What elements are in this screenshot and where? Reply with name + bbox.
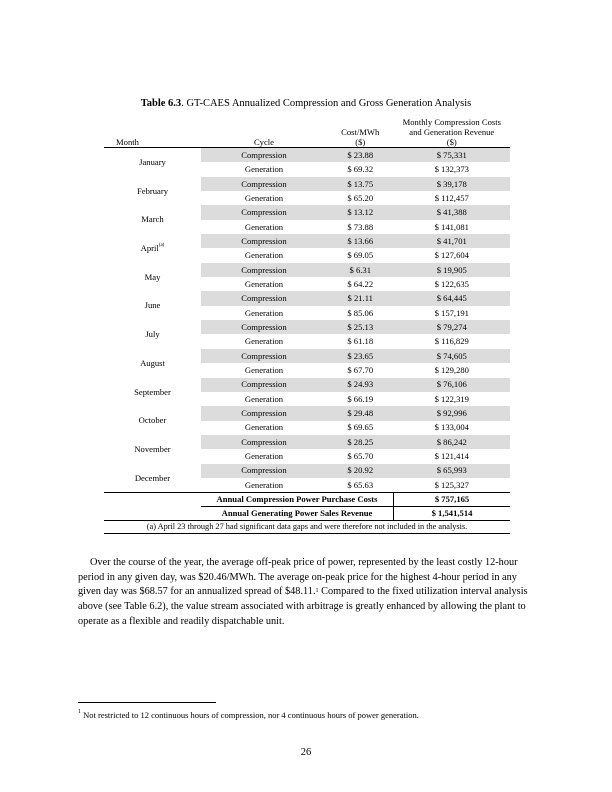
month-label: July bbox=[145, 329, 160, 340]
total-generation-row bbox=[104, 507, 510, 521]
value-cell: $ 122,319 bbox=[434, 393, 469, 404]
cost-cell: $ 28.25 bbox=[327, 435, 394, 449]
total-compression-value: $ 757,165 bbox=[394, 493, 510, 507]
cycle-cell: Generation bbox=[244, 422, 284, 433]
cost-cell: $ 69.65 bbox=[347, 422, 374, 433]
compression-generation-table bbox=[104, 115, 510, 534]
header-revenue-line1: Monthly Compression Costs bbox=[402, 117, 501, 128]
month-cell bbox=[104, 263, 201, 292]
cycle-cell: Generation bbox=[244, 221, 284, 232]
value-cell: $ 157,191 bbox=[434, 307, 469, 318]
cost-cell: $ 13.75 bbox=[327, 177, 394, 191]
month-label: September bbox=[134, 386, 171, 397]
total-generation-label: Annual Generating Power Sales Revenue bbox=[201, 507, 394, 521]
table-row bbox=[104, 205, 510, 219]
table-note-row bbox=[104, 521, 510, 534]
month-cell bbox=[104, 349, 201, 378]
table-row bbox=[104, 378, 510, 392]
table-row bbox=[104, 148, 510, 163]
month-cell bbox=[104, 205, 201, 234]
month-cell bbox=[104, 406, 201, 435]
footnote-divider bbox=[78, 702, 216, 703]
cycle-cell: Generation bbox=[244, 365, 284, 376]
page-number: 26 bbox=[300, 747, 312, 758]
total-generation-value: $ 1,541,514 bbox=[394, 507, 510, 521]
table-caption-label: Table 6.3 bbox=[140, 98, 182, 109]
footnote-ref: 1 bbox=[315, 588, 319, 595]
value-cell: $ 74,605 bbox=[394, 349, 510, 363]
cycle-cell: Compression bbox=[201, 205, 327, 219]
cost-cell: $ 23.88 bbox=[327, 148, 394, 163]
cost-cell: $ 66.19 bbox=[347, 393, 374, 404]
cost-cell: $ 85.06 bbox=[347, 307, 374, 318]
table-row bbox=[104, 320, 510, 334]
value-cell: $ 121,414 bbox=[434, 451, 469, 462]
header-revenue-line2: and Generation Revenue bbox=[409, 127, 495, 138]
month-label: February bbox=[136, 185, 168, 196]
cost-cell: $ 73.88 bbox=[347, 221, 374, 232]
cost-cell: $ 65.63 bbox=[347, 479, 374, 490]
cycle-cell: Compression bbox=[201, 148, 327, 163]
value-cell: $ 76,106 bbox=[394, 378, 510, 392]
cost-cell: $ 20.92 bbox=[327, 464, 394, 478]
cycle-cell: Compression bbox=[201, 349, 327, 363]
table-caption bbox=[0, 98, 612, 109]
value-cell: $ 64,445 bbox=[394, 291, 510, 305]
cycle-cell: Compression bbox=[201, 291, 327, 305]
value-cell: $ 125,327 bbox=[434, 479, 469, 490]
value-cell: $ 132,373 bbox=[434, 164, 469, 175]
cycle-cell: Generation bbox=[244, 336, 284, 347]
cost-cell: $ 24.93 bbox=[327, 378, 394, 392]
cycle-cell: Generation bbox=[244, 192, 284, 203]
footnote bbox=[78, 710, 419, 720]
cycle-cell: Compression bbox=[201, 177, 327, 191]
value-cell: $ 129,280 bbox=[434, 365, 469, 376]
value-cell: $ 141,081 bbox=[434, 221, 469, 232]
cost-cell: $ 64.22 bbox=[347, 278, 374, 289]
month-note-marker: (a) bbox=[158, 243, 165, 249]
cost-cell: $ 61.18 bbox=[347, 336, 374, 347]
cycle-cell: Generation bbox=[244, 479, 284, 490]
cost-cell: $ 69.32 bbox=[347, 164, 374, 175]
value-cell: $ 112,457 bbox=[434, 192, 469, 203]
value-cell: $ 41,388 bbox=[394, 205, 510, 219]
paragraph-part2: Compared to the fixed utilization interval analysis above (see Table 6.2), the value stream associated with arbitrage is greatly enhanced by allowing the plant to operate as a flexible and readily dispatchable unit. bbox=[78, 586, 528, 627]
cycle-cell: Generation bbox=[244, 307, 284, 318]
table-row bbox=[104, 263, 510, 277]
footnote-number: 1 bbox=[78, 709, 81, 715]
table-row bbox=[104, 291, 510, 305]
value-cell: $ 39,178 bbox=[394, 177, 510, 191]
value-cell: $ 116,829 bbox=[434, 336, 469, 347]
cycle-cell: Generation bbox=[244, 393, 284, 404]
cycle-cell: Compression bbox=[201, 263, 327, 277]
month-cell bbox=[104, 435, 201, 464]
month-cell bbox=[104, 378, 201, 407]
header-cost-line2: ($) bbox=[327, 137, 394, 148]
month-label: May bbox=[144, 271, 161, 282]
header-cost-line1: Cost/MWh bbox=[341, 127, 380, 138]
month-label: June bbox=[144, 300, 161, 311]
table-row bbox=[104, 234, 510, 248]
value-cell: $ 79,274 bbox=[394, 320, 510, 334]
cost-cell: $ 23.65 bbox=[327, 349, 394, 363]
total-compression-row bbox=[104, 493, 510, 507]
value-cell: $ 65,993 bbox=[394, 464, 510, 478]
month-label: November bbox=[134, 443, 171, 454]
cost-cell: $ 29.48 bbox=[327, 406, 394, 420]
table-row bbox=[104, 464, 510, 478]
value-cell: $ 92,996 bbox=[394, 406, 510, 420]
table-row bbox=[104, 349, 510, 363]
cycle-cell: Compression bbox=[201, 435, 327, 449]
cycle-cell: Compression bbox=[201, 234, 327, 248]
month-cell bbox=[104, 320, 201, 349]
month-cell bbox=[104, 177, 201, 206]
value-cell: $ 41,701 bbox=[394, 234, 510, 248]
month-cell bbox=[104, 291, 201, 320]
month-cell bbox=[104, 234, 201, 263]
value-cell: $ 19,905 bbox=[394, 263, 510, 277]
cycle-cell: Compression bbox=[201, 406, 327, 420]
header-cycle: Cycle bbox=[201, 137, 327, 148]
cycle-cell: Compression bbox=[201, 464, 327, 478]
month-label: January bbox=[139, 157, 166, 168]
body-paragraph bbox=[78, 556, 536, 630]
cost-cell: $ 13.66 bbox=[327, 234, 394, 248]
month-label: December bbox=[134, 472, 171, 483]
cycle-cell: Generation bbox=[244, 164, 284, 175]
table-note: (a) April 23 through 27 had significant data gaps and were therefore not included in the analysis. bbox=[104, 521, 510, 534]
value-cell: $ 75,331 bbox=[394, 148, 510, 163]
month-label: August bbox=[140, 357, 165, 368]
table-row bbox=[104, 435, 510, 449]
total-compression-label: Annual Compression Power Purchase Costs bbox=[201, 493, 394, 507]
month-label: April bbox=[140, 243, 159, 254]
month-label: October bbox=[138, 415, 167, 426]
paragraph-part1: Over the course of the year, the average off-peak price of power, represented by the least costly 12-hour period in any given day, was $20.46/MWh. The average on-peak price for the highest 4-hour period in any given day was $68.57 for an annualized spread of $48.11. bbox=[78, 557, 518, 598]
cost-cell: $ 65.20 bbox=[347, 192, 374, 203]
cost-cell: $ 67.70 bbox=[347, 365, 374, 376]
cost-cell: $ 25.13 bbox=[327, 320, 394, 334]
cost-cell: $ 13.12 bbox=[327, 205, 394, 219]
table-row bbox=[104, 406, 510, 420]
cost-cell: $ 6.31 bbox=[327, 263, 394, 277]
value-cell: $ 86,242 bbox=[394, 435, 510, 449]
table-caption-text: . GT-CAES Annualized Compression and Gross Generation Analysis bbox=[181, 98, 472, 109]
month-cell bbox=[104, 148, 201, 177]
cost-cell: $ 69.05 bbox=[347, 250, 374, 261]
cycle-cell: Generation bbox=[244, 451, 284, 462]
footnote-text: Not restricted to 12 continuous hours of compression, nor 4 continuous hours of power generation. bbox=[81, 710, 419, 720]
cycle-cell: Generation bbox=[244, 278, 284, 289]
cost-cell: $ 21.11 bbox=[327, 291, 394, 305]
header-month: Month bbox=[104, 137, 201, 148]
header-revenue-line3: ($) bbox=[394, 137, 510, 148]
cost-cell: $ 65.70 bbox=[347, 451, 374, 462]
month-label: March bbox=[141, 214, 164, 225]
month-cell bbox=[104, 464, 201, 493]
value-cell: $ 122,635 bbox=[434, 278, 469, 289]
table-row bbox=[104, 177, 510, 191]
value-cell: $ 133,004 bbox=[434, 422, 469, 433]
cycle-cell: Compression bbox=[201, 378, 327, 392]
cycle-cell: Compression bbox=[201, 320, 327, 334]
value-cell: $ 127,604 bbox=[434, 250, 469, 261]
cycle-cell: Generation bbox=[244, 250, 284, 261]
